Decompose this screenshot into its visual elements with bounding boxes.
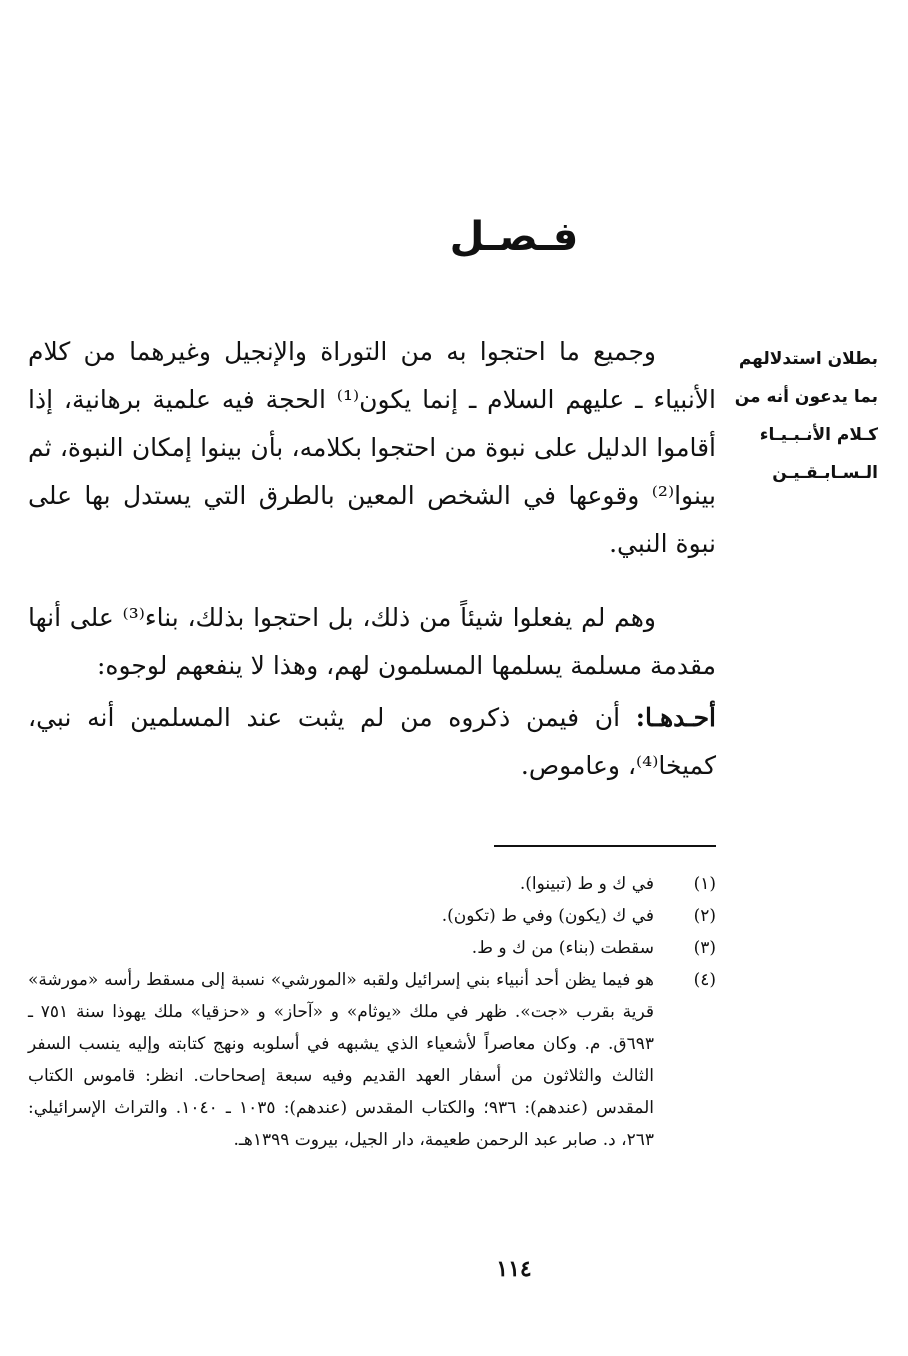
paragraph-2: وهم لم يفعلوا شيئاً من ذلك، بل احتجوا بذلك، بناء⁽³⁾ على أنها مقدمة مسلمة يسلمها المسلمون لهم، وهذا لا ينفعهم لوجوه:	[28, 603, 716, 680]
page-number: ١١٤	[496, 1256, 532, 1282]
footnote	[28, 964, 716, 1156]
paragraph-1: وجميع ما احتجوا به من التوراة والإنجيل وغيرهما من كلام الأنبياء ـ عليهم السلام ـ إنما يكون⁽¹⁾ الحجة فيه علمية برهانية، إذا أقاموا الدليل على نبوة من احتجوا بكلامه، بأن بينوا إمكان النبوة، ثم بينوا⁽²⁾ وقوعها في الشخص المعين بالطرق التي يستدل بها على نبوة النبي.	[28, 337, 716, 558]
paragraph-3	[28, 694, 716, 790]
section-title: فـصـل	[449, 214, 579, 260]
footnote	[28, 900, 716, 932]
paragraph-3-text: أن فيمن ذكروه من لم يثبت عند المسلمين أنه نبي، كميخا⁽⁴⁾، وعاموص.	[28, 703, 716, 780]
footnote-number: (٣)	[693, 938, 716, 958]
footnote	[28, 868, 716, 900]
footnote-separator	[494, 845, 716, 847]
footnote-number: (٤)	[693, 970, 716, 990]
footnote-text: سقطت (بناء) من ك و ط.	[471, 938, 654, 958]
footnote-text: في ك و ط (تبينوا).	[519, 874, 654, 894]
margin-note	[728, 340, 878, 492]
footnote-number: (٢)	[693, 906, 716, 926]
margin-note-line: بطلان استدلالهم	[738, 349, 878, 369]
paragraph-3-lead: أحـدهـا:	[635, 703, 716, 732]
margin-note-line: كـلام الأنـبـيـاء	[759, 425, 878, 445]
margin-note-line: الـسـابـقـيـن	[772, 463, 878, 483]
footnote-text: في ك (يكون) وفي ط (تكون).	[441, 906, 654, 926]
footnote-number: (١)	[693, 874, 716, 894]
margin-note-line: بما يدعون أنه من	[734, 387, 878, 407]
footnote-text: هو فيما يظن أحد أنبياء بني إسرائيل ولقبه «المورشي» نسبة إلى مسقط رأسه «مورشة» قرية بقرب «جت». ظهر في ملك «يوثام» و «آحاز» و «حزقيا» ملك يهوذا سنة ٧٥١ ـ ٦٩٣ق. م. وكان معاصراً لأشعياء الذي يشبهه في أسلوبه ونهج كتابته وإليه ينسب السفر الثالث والثلاثون من أسفار العهد القديم وفيه سبعة إصحاحات. انظر: قاموس الكتاب المقدس (عندهم): ٩٣٦؛ والكتاب المقدس (عندهم): ١٠٣٥ ـ ١٠٤٠. والتراث الإسرائيلي: ٢٦٣، د. صابر عبد الرحمن طعيمة، دار الجيل، بيروت ١٣٩٩هـ.	[28, 970, 654, 1150]
footnote	[28, 932, 716, 964]
footnotes	[28, 868, 716, 1156]
